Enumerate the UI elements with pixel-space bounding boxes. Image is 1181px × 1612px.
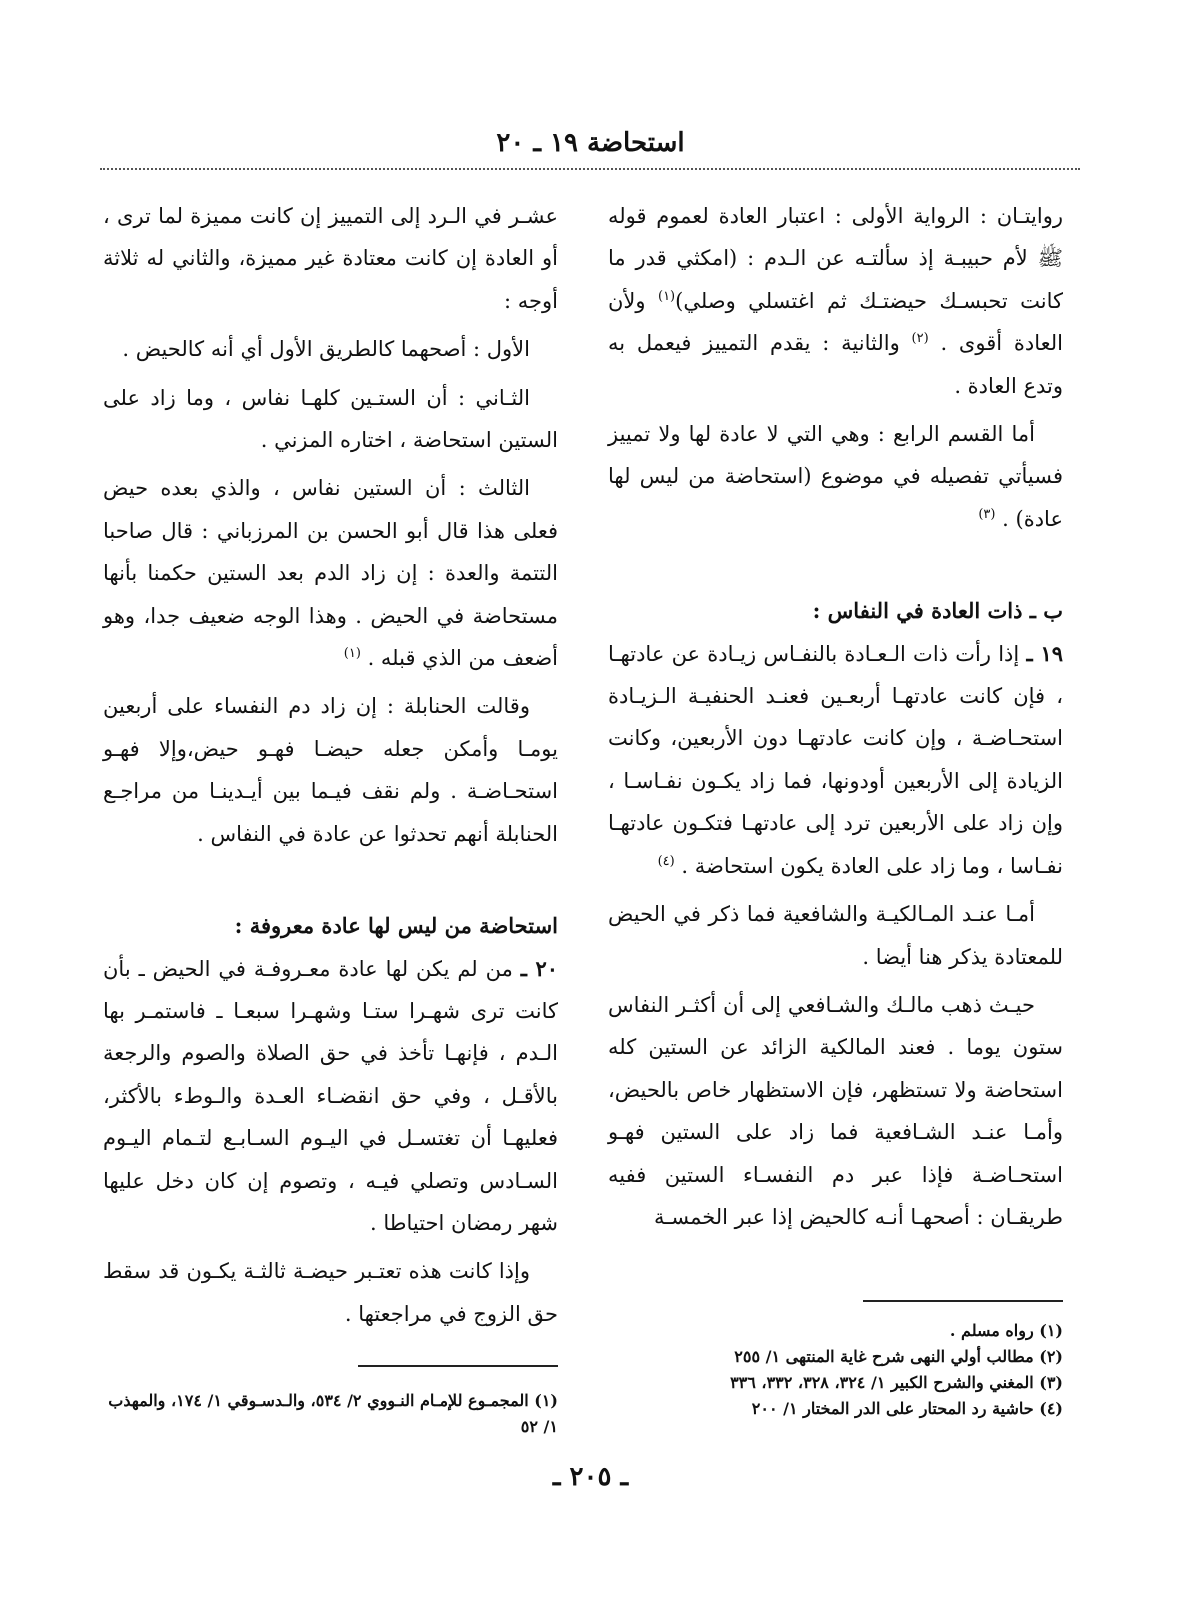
- paragraph: وقالت الحنابلة : إن زاد دم النفساء على أربعين يومـا وأمكن جعله حيضـا فهـو حيض،وإلا فهـو استحـاضـة . ولم نقف فيـما بين أيـدينـا من مراجـع الحنابلة أنهم تحدثوا عن عادة في النفاس .: [103, 694, 558, 846]
- paragraph: أمـا عنـد المـالكيـة والشافعية فما ذكر في الحيض للمعتادة يذكر هنا أيضا .: [608, 902, 1063, 969]
- footnote: (١) رواه مسلم .: [949, 1321, 1063, 1340]
- footnotes-right: [608, 1318, 1063, 1422]
- left-column: [103, 195, 558, 1341]
- paragraph: الثالث : أن الستين نفاس ، والذي بعده حيض فعلى هذا قال أبو الحسن بن المرزباني : قال صاحبا التتمة والعدة : إن زاد الدم بعد الستين حكمنا بأنها مستحاضة في الحيض . وهذا الوجه ضعيف جدا، وهو أضعف من الذي قبله . $^{(١)}$: [103, 476, 558, 671]
- header-dotted-rule: [100, 168, 1080, 170]
- footnote: (١) المجمـوع للإمـام النـووي ٢/ ٥٣٤، والـدسـوقي ١/ ١٧٤، والمهذب ١/ ٥٢: [108, 1391, 558, 1436]
- footnote-rule: [863, 1300, 1063, 1302]
- footnote-marker: (٣): [978, 506, 996, 522]
- paragraph: أما القسم الرابع : وهي التي لا عادة لها ولا تمييز فسيأتي تفصيله في موضوع (استحاضة من ليس لها عادة) . $^{(٣)}$: [608, 422, 1063, 531]
- paragraph: روايتـان : الرواية الأولى : اعتبار العادة لعموم قوله ﷺ لأم حبيبـة إذ سألتـه عن الـدم : (امكثي قدر ما كانت تحبسـك حيضتـك ثم اغتسلي وصلي)$^{(١)}$ ولأن العادة أقوى . $^{(٢)}$ والثانية : يقدم التمييز فيعمل به وتدع العادة .: [608, 204, 1064, 398]
- section-heading: ب ـ ذات العادة في النفاس :: [812, 598, 1063, 624]
- page-number: ـ ٢٠٥ ـ: [552, 1462, 629, 1492]
- paragraph: وإذا كانت هذه تعتـبر حيضـة ثالثـة يكـون قد سقط حق الزوج في مراجعتها .: [103, 1259, 558, 1326]
- paragraph: عشـر في الـرد إلى التمييز إن كانت مميزة لما ترى ، أو العادة إن كانت معتادة غير مميزة، والثاني له ثلاثة أوجه :: [103, 204, 558, 313]
- paragraph-number: ٢٠ ـ: [520, 955, 558, 981]
- paragraph-number: ١٩ ـ: [1026, 640, 1064, 666]
- footnote-marker: (٤): [657, 853, 675, 869]
- footnote-marker: (٢): [911, 331, 929, 347]
- footnote-marker: (١): [657, 288, 676, 304]
- section-heading: استحاضة من ليس لها عادة معروفة :: [234, 913, 558, 939]
- footnotes-left: [103, 1388, 558, 1440]
- footnote-rule: [358, 1365, 558, 1367]
- paragraph: حيـث ذهب مالـك والشـافعي إلى أن أكثـر النفاس ستون يوما . فعند المالكية الزائد عن الستين كله استحاضة ولا تستظهر، فإن الاستظهار خاص بالحيض، وأمـا عنـد الشـافعية فما زاد على الستين فهـو استحـاضـة فإذا عبر دم النفسـاء الستين ففيه طريقـان : أصحهـا أنـه كالحيض إذا عبر الخمسـة: [608, 992, 1063, 1229]
- paragraph: الأول : أصحهما كالطريق الأول أي أنه كالحيض .: [122, 337, 530, 362]
- footnote-marker: (١): [343, 646, 361, 662]
- footnote: (٢) مطالب أولي النهى شرح غاية المنتهى ١/ ٢٥٥: [734, 1347, 1063, 1366]
- paragraph: ٢٠ ـ من لم يكن لها عادة معـروفـة في الحيض ـ بأن كانت ترى شهـرا ستـا وشهـرا سبعـا ـ فاستمـر بها الـدم ، فإنهـا تأخذ في حق الصلاة والصوم والرجعة بالأقـل ، وفي حق انقضـاء العـدة والـوطء بالأكثر، فعليهـا أن تغتسـل في اليـوم السـابـع لتـمام اليـوم السـادس وتصلي فيـه ، وتصوم إن كان دخل عليها شهر رمضان احتياطا .: [103, 955, 558, 1235]
- footnote: (٤) حاشية رد المحتار على الدر المختار ١/ ٢٠٠: [751, 1399, 1063, 1418]
- right-column: [608, 195, 1063, 1244]
- paragraph: ١٩ ـ إذا رأت ذات الـعـادة بالنفـاس زيـادة عن عادتهـا ، فإن كانت عادتهـا أربعـين فعنـد الحنفيـة الـزيـادة استحـاضـة ، وإن كانت عادتهـا دون الأربعين، وكانت الزيادة إلى الأربعين أودونها، فما زاد يكـون نفـاسـا ، وإن زاد على الأربعين ترد إلى عادتهـا فتكـون عادتهـا نفـاسا ، وما زاد على العادة يكون استحاضة . $^{(٤)}$: [608, 640, 1064, 878]
- paragraph: الثـاني : أن الستـين كلهـا نفاس ، وما زاد على الستين استحاضة ، اختاره المزني .: [103, 385, 558, 453]
- running-header: استحاضة ١٩ ـ ٢٠: [496, 128, 685, 158]
- footnote: (٣) المغني والشرح الكبير ١/ ٣٢٤، ٣٢٨، ٣٣٢، ٣٣٦: [730, 1373, 1063, 1392]
